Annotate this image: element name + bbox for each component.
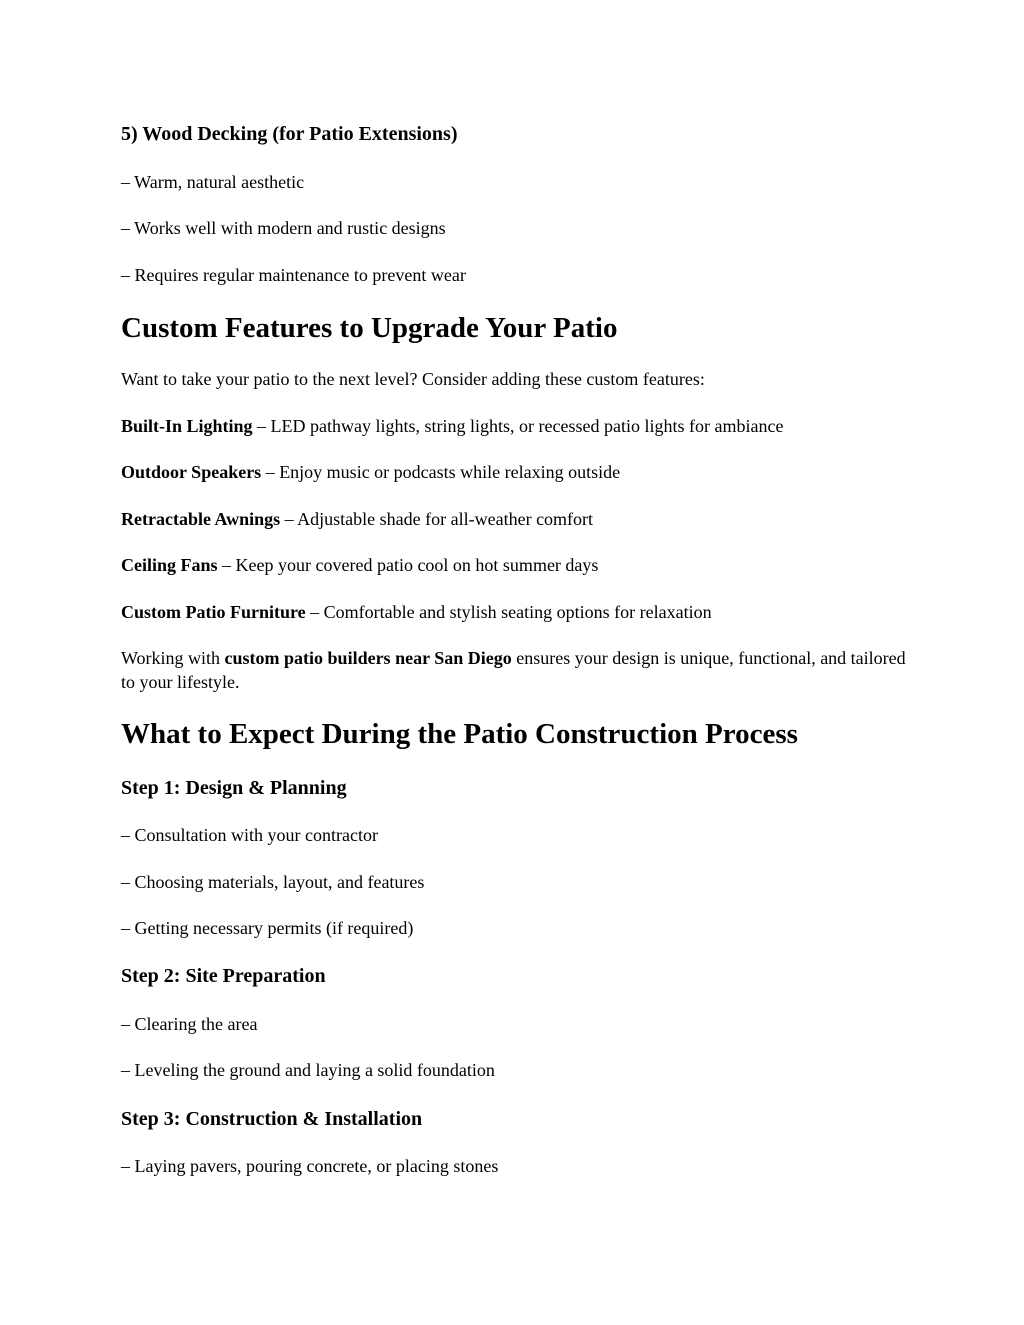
custom-features-closing bbox=[121, 646, 911, 694]
process-heading: What to Expect During the Patio Construction Process bbox=[121, 718, 798, 750]
step1-point-2: – Choosing materials, layout, and features bbox=[121, 872, 425, 892]
feature-desc: – Adjustable shade for all-weather comfort bbox=[280, 509, 594, 529]
feature-desc: – Comfortable and stylish seating options for relaxation bbox=[305, 602, 712, 622]
step2-point-1: – Clearing the area bbox=[121, 1014, 258, 1034]
closing-text-pre: Working with bbox=[121, 648, 225, 668]
step2-point-2: – Leveling the ground and laying a solid foundation bbox=[121, 1060, 495, 1080]
feature-item-awnings bbox=[121, 507, 593, 531]
feature-desc: – Enjoy music or podcasts while relaxing outside bbox=[261, 462, 621, 482]
step1-point-3: – Getting necessary permits (if required) bbox=[121, 918, 414, 938]
step1-point-1: – Consultation with your contractor bbox=[121, 825, 378, 845]
feature-item-furniture bbox=[121, 600, 712, 624]
feature-term: Retractable Awnings bbox=[121, 509, 281, 529]
feature-term: Outdoor Speakers bbox=[121, 462, 262, 482]
custom-features-heading: Custom Features to Upgrade Your Patio bbox=[121, 312, 618, 344]
step3-point-1: – Laying pavers, pouring concrete, or placing stones bbox=[121, 1156, 499, 1176]
feature-item-lighting bbox=[121, 414, 783, 438]
feature-desc: – Keep your covered patio cool on hot summer days bbox=[217, 555, 599, 575]
wood-decking-heading: 5) Wood Decking (for Patio Extensions) bbox=[121, 123, 458, 145]
wood-decking-point-1: – Warm, natural aesthetic bbox=[121, 172, 305, 192]
feature-item-speakers bbox=[121, 460, 620, 484]
closing-keyword: custom patio builders near San Diego bbox=[224, 648, 512, 668]
step2-title: Step 2: Site Preparation bbox=[121, 965, 326, 987]
feature-item-fans bbox=[121, 553, 598, 577]
wood-decking-point-3: – Requires regular maintenance to prevent wear bbox=[121, 265, 466, 285]
closing-text-post: ensures your design is unique, functional, and tailored to your lifestyle. bbox=[121, 648, 906, 692]
custom-features-intro: Want to take your patio to the next level? Consider adding these custom features: bbox=[121, 369, 705, 389]
wood-decking-point-2: – Works well with modern and rustic designs bbox=[121, 218, 446, 238]
step1-title: Step 1: Design & Planning bbox=[121, 777, 347, 799]
feature-term: Custom Patio Furniture bbox=[121, 602, 306, 622]
step3-title: Step 3: Construction & Installation bbox=[121, 1108, 423, 1130]
feature-term: Built-In Lighting bbox=[121, 416, 253, 436]
feature-desc: – LED pathway lights, string lights, or recessed patio lights for ambiance bbox=[252, 416, 784, 436]
feature-term: Ceiling Fans bbox=[121, 555, 218, 575]
